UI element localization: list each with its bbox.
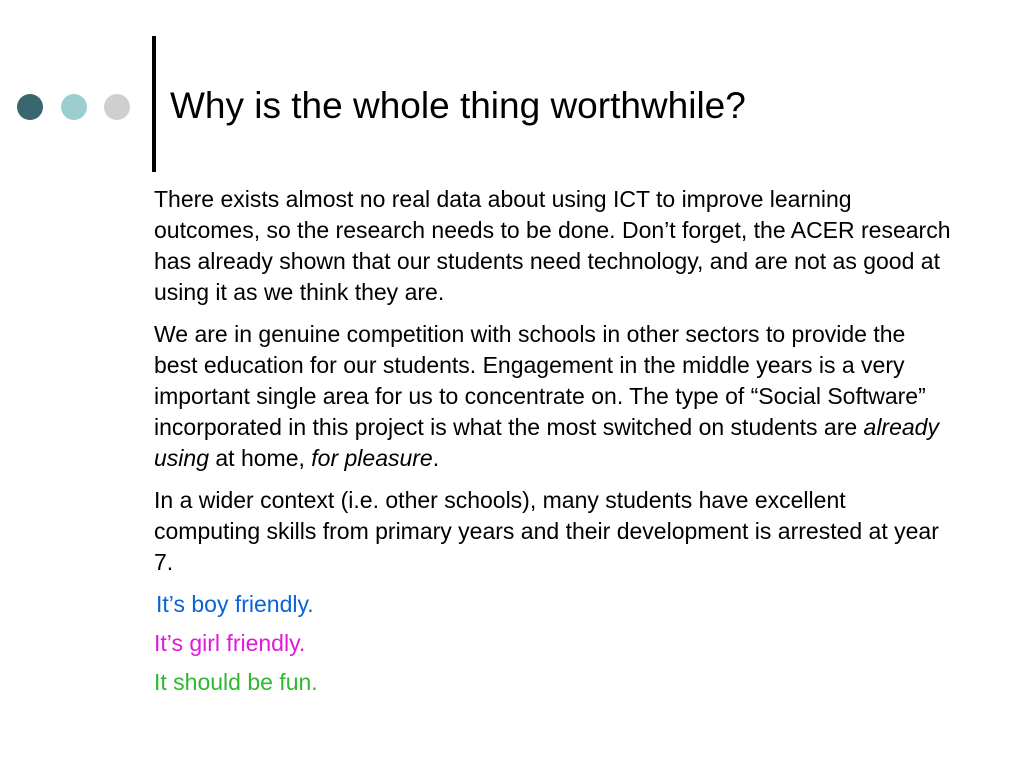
decorative-dot-gray xyxy=(104,94,130,120)
decorative-dot-teal xyxy=(61,94,87,120)
paragraph-competition-end: . xyxy=(432,445,440,471)
girl-friendly-line: It’s girl friendly. xyxy=(154,630,306,656)
emphasis-already-using: already using xyxy=(154,414,939,471)
emphasis-for-pleasure: for pleasure xyxy=(311,445,433,471)
paragraph-wider-context: In a wider context (i.e. other schools), many students have excellent computing skills from primary years and their development is arrested at year 7. xyxy=(154,487,939,575)
paragraph-competition xyxy=(154,319,954,474)
title-divider-line xyxy=(152,36,156,172)
paragraph-competition-mid: at home, xyxy=(208,445,312,471)
boy-friendly-line: It’s boy friendly. xyxy=(156,591,314,617)
slide-title: Why is the whole thing worthwhile? xyxy=(170,85,746,126)
slide-body xyxy=(154,184,954,706)
decorative-dot-dark xyxy=(17,94,43,120)
should-be-fun-line: It should be fun. xyxy=(154,669,318,695)
paragraph-competition-text: We are in genuine competition with schools in other sectors to provide the best education for our students. Engagement in the middle years is a very important single area for us to concentrate on. The type of “Social Software” incorporated in this project is what the most switched on students are xyxy=(154,321,926,440)
paragraph-research: There exists almost no real data about using ICT to improve learning outcomes, so the research needs to be done. Don’t forget, the ACER research has already shown that our students need technology, and are not as good at using it as we think they are. xyxy=(154,186,951,305)
